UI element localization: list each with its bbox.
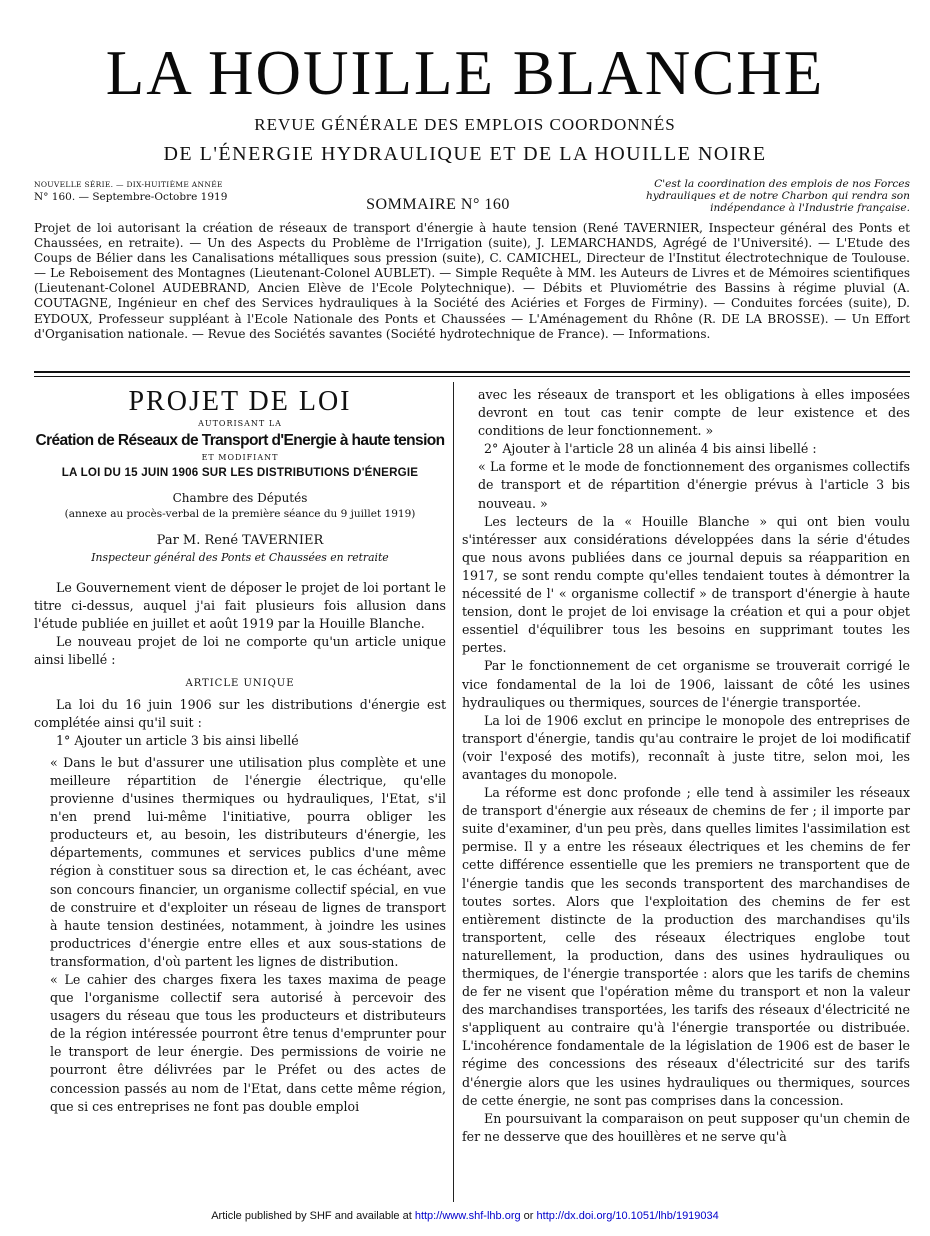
header-rule-thick	[34, 371, 910, 373]
paragraph: Par le fonctionnement de cet organisme se trouverait corrigé le vice fondamental de la loi de 1906, laissant de côté les usines hydrauliques ou thermiques, sources de l'énergie transportée.	[462, 658, 910, 710]
issue-info	[34, 180, 274, 203]
paragraph: La loi de 1906 exclut en principe le monopole des entreprises de transport d'énergie, tandis qu'au contraire le projet de loi modificatif (voir l'exposé des motifs), reconnaît à juste titre, selon moi, les avantages du monopole.	[462, 712, 910, 782]
footer-middle: or	[523, 1210, 534, 1222]
article-author-role: Inspecteur général des Ponts et Chaussées en retraite	[91, 551, 389, 564]
publication-footer	[0, 1210, 930, 1222]
quoted-paragraph: « Le cahier des charges fixera les taxes maxima de peage que l'organisme collectif sera autorisé à percevoir des usagers du réseau que tous les producteurs et distributeurs de la région intéressée pourront être tenus d'emprunter pour le transport de leur énergie. Des permissions de voirie ne pourront être délivrées par le Préfet ou des actes de concession passés au nom de l'Etat, dans cette même région, que si ces entreprises ne font pas double emploi	[50, 971, 446, 1114]
paragraph: Le nouveau projet de loi ne comporte qu'un article unique ainsi libellé :	[34, 634, 446, 668]
article-heading: Création de Réseaux de Transport d'Energie à haute tension	[35, 432, 445, 449]
issue-number-date: N° 160. — Septembre-Octobre 1919	[34, 191, 228, 203]
article-annex: (annexe au procès-verbal de la première séance du 9 juillet 1919)	[64, 508, 416, 520]
sommaire-title: SOMMAIRE N° 160	[366, 196, 510, 213]
right-column	[462, 386, 910, 1146]
doi-link[interactable]: http://dx.doi.org/10.1051/lhb/1919034	[536, 1210, 719, 1222]
paragraph: 2° Ajouter à l'article 28 un alinéa 4 bis ainsi libellé :	[484, 441, 817, 457]
paragraph: La réforme est donc profonde ; elle tend à assimiler les réseaux de transport d'énergie aux réseaux de chemins de fer ; il importe par suite d'examiner, d'un peu près, dans quelles limites l'assimilation est permise. Il y a entre les réseaux électriques et les chemins de fer cette différence essentielle que les premiers ne transportent que de l'énergie tandis que les seconds transportent des marchandises de toutes sortes. Alors que l'exploitation des chemins de fer est entièrement distincte de la production des marchandises qu'ils transportent, celle des réseaux électriques englobe tout naturellement, la production, dans des usines hydrauliques ou thermiques, de l'énergie transportée : alors que les tarifs de chemins de fer ne visent que l'opération même du transport et non la valeur des marchandises transportées, les tarifs des réseaux d'électricité ne s'appliquent au contraire qu'à l'énergie transportée ou distribuée. L'incohérence fondamentale de la législation de 1906 est de baser le régime des concessions des réseaux d'électricité sur des tarifs d'énergie alors que les usines hydrauliques ou thermiques, sources de cette énergie, ne sont pas comprises dans la concession.	[462, 785, 910, 1108]
header-rule-thin	[34, 376, 910, 377]
footer-prefix: Article published by SHF and available at	[211, 1210, 412, 1222]
paragraph: Les lecteurs de la « Houille Blanche » qui ont bien voulu s'intéresser aux considérations développées dans la série d'études que nous avons publiées dans ce journal depuis sa réapparition en 1917, se sont rendu compte qu'elles tendaient toutes à démontrer la nécessité de l' « organisme collectif » de transport d'énergie à haute tension, dont le projet de loi envisage la création et qui a pour objet essentiel d'équilibrer tous les besoins en supprimant toutes les pertes.	[462, 513, 910, 656]
quoted-paragraph: « Dans le but d'assurer une utilisation plus complète et une meilleure répartition de l'énergie électrique, qu'elle provienne d'usines thermiques ou hydrauliques, l'Etat, s'il n'en prend lui-même l'initiative, pourra obliger les producteurs et, au besoin, les distributeurs d'énergie, les départements, communes et services publics d'une même région à constituer sous sa direction et, le cas échéant, avec son concours financier, un organisme collectif spécial, en vue de construire et d'exploiter un réseau de lignes de transport à haute tension destinées, notamment, à joindre les usines productrices d'énergie entre elles et aux sous-stations de transformation, d'où partent les lignes de distribution.	[50, 754, 446, 969]
masthead-subtitle-line1: REVUE GÉNÉRALE DES EMPLOIS COORDONNÉS	[254, 115, 676, 134]
article-subheading: LA LOI DU 15 JUIN 1906 SUR LES DISTRIBUTIONS D'ÉNERGIE	[61, 466, 419, 479]
column-divider	[453, 382, 454, 1202]
article-title: PROJET DE LOI	[128, 386, 352, 417]
paragraph: En poursuivant la comparaison on peut supposer qu'un chemin de fer ne desserve que des houillères et ne serve qu'à	[462, 1110, 910, 1144]
article-kicker-2: ET MODIFIANT	[201, 453, 279, 462]
shf-site-link[interactable]: http://www.shf-lhb.org	[414, 1210, 521, 1222]
article-chamber: Chambre des Députés	[172, 491, 308, 505]
quoted-paragraph: avec les réseaux de transport et les obligations à elles imposées devront en tout cas tenir compte de leur existence et des conditions de leur fonctionnement. »	[478, 387, 910, 439]
paragraph: Le Gouvernement vient de déposer le projet de loi portant le titre ci-dessus, auquel j'ai fait plusieurs fois allusion dans l'étude publiée en juillet et août 1919 par la Houille Blanche.	[34, 580, 446, 632]
quoted-paragraph: « La forme et le mode de fonctionnement des organismes collectifs de transport et de répartition d'énergie prévus à l'article 3 bis nouveau. »	[478, 459, 910, 511]
article-unique-heading: ARTICLE UNIQUE	[185, 678, 295, 690]
left-column	[34, 386, 446, 1116]
issue-series: NOUVELLE SÉRIE. — DIX-HUITIÈME ANNÉE	[34, 180, 223, 189]
sommaire-contents: Projet de loi autorisant la création de réseaux de transport d'énergie à haute tension (René TAVERNIER, Inspecteur général des Ponts et Chaussées, en retraite). — Un des Aspects du Problème de l'Irrigation (suite), J. LEMARCHANDS, Agrégé de l'Université). — L'Etude des Coups de Bélier dans les Canalisations métalliques sous pression (suite), C. CAMICHEL, Directeur de l'Institut électrotechnique de Toulouse. — Le Reboisement des Montagnes (Lieutenant-Colonel AUBLET). — Simple Requête à MM. les Auteurs de Livres et de Mémoires scientifiques (Lieutenant-Colonel AUDEBRAND, Ancien Elève de l'Ecole Polytechnique). — Débits et Pluviométrie des Bassins à régime pluvial (A. COUTAGNE, Ingénieur en chef des Services hydrauliques à la Société des Aciéries et Forges de Firminy). — Conduites forcées (suite), D. EYDOUX, Professeur suppléant à l'Ecole Nationale des Ponts et Chaussées — L'Aménagement du Rhône (R. DE LA BROSSE). — Un Effort d'Organisation nationale. — Revue des Sociétés savantes (Société hydrotechnique de France). — Informations.	[34, 221, 910, 341]
journal-masthead: LA HOUILLE BLANCHE	[105, 38, 825, 108]
article-kicker-1: AUTORISANT LA	[198, 419, 282, 428]
masthead-subtitle-line2: DE L'ÉNERGIE HYDRAULIQUE ET DE LA HOUILLE NOIRE	[163, 143, 767, 165]
article-author: Par M. René TAVERNIER	[156, 533, 324, 548]
paragraph: La loi du 16 juin 1906 sur les distributions d'énergie est complétée ainsi qu'il suit :	[34, 696, 446, 730]
journal-tagline: C'est la coordination des emplois de nos Forces hydrauliques et de notre Charbon qui rendra son indépendance à l'Industrie française.	[645, 178, 910, 214]
paragraph: 1° Ajouter un article 3 bis ainsi libellé	[56, 732, 299, 748]
